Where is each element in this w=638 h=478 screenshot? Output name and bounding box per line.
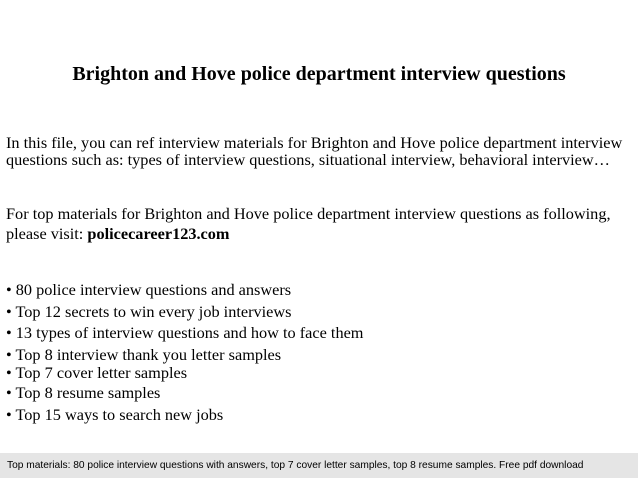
list-item: • Top 15 ways to search new jobs: [6, 405, 224, 424]
visit-prefix: please visit:: [6, 224, 88, 243]
footer-bar: Top materials: 80 police interview questions with answers, top 7 cover letter samples, top 8 resume samples. Free pdf download: [0, 453, 638, 478]
visit-line: [6, 225, 632, 242]
page-title: Brighton and Hove police department interview questions: [72, 63, 566, 85]
list-item: • Top 8 interview thank you letter samples: [6, 345, 282, 364]
intro-paragraph: In this file, you can ref interview materials for Brighton and Hove police department interview questions such as: types of interview questions, situational interview, behavioral interview…: [6, 133, 623, 169]
list-item: • Top 8 resume samples: [6, 383, 161, 402]
website-link[interactable]: policecareer123.com: [87, 224, 230, 243]
materials-list: [6, 278, 632, 425]
materials-paragraph: [6, 205, 632, 242]
list-item: • Top 12 secrets to win every job interviews: [6, 302, 292, 321]
list-item: • 80 police interview questions and answers: [6, 280, 292, 299]
list-item: • 13 types of interview questions and how to face them: [6, 323, 364, 342]
list-item: • Top 7 cover letter samples: [6, 363, 188, 382]
materials-text: For top materials for Brighton and Hove police department interview questions as following,: [6, 204, 611, 223]
